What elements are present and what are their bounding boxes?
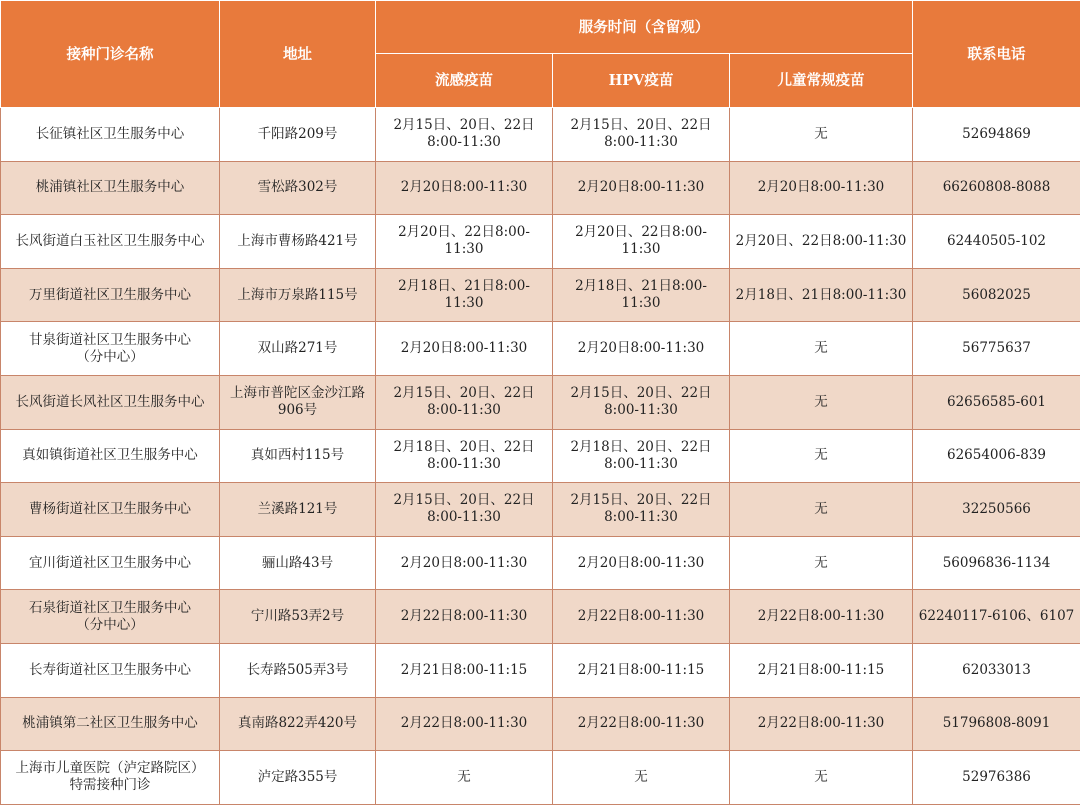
table-row xyxy=(1,268,1080,322)
flu-vaccine-time-cell xyxy=(376,161,553,215)
address-cell xyxy=(220,536,376,590)
hpv-vaccine-time-cell xyxy=(553,697,730,751)
child-vaccine-time-cell xyxy=(730,536,913,590)
header-clinic-name: 接种门诊名称 xyxy=(1,1,220,108)
child-vaccine-time-cell xyxy=(730,215,913,269)
header-flu-vaccine: 流感疫苗 xyxy=(376,54,553,108)
flu-vaccine-time-cell xyxy=(376,643,553,697)
flu-vaccine-time-cell xyxy=(376,322,553,376)
clinic-name-cell xyxy=(1,590,220,644)
header-service-time: 服务时间（含留观） xyxy=(376,1,913,54)
child-vaccine-time-cell xyxy=(730,429,913,483)
hpv-vaccine-time-cell-text: 2月15日、20日、22日 8:00-11:30 xyxy=(570,492,712,526)
address-cell-text: 骊山路43号 xyxy=(261,554,334,571)
clinic-name-cell xyxy=(1,215,220,269)
child-vaccine-time-cell xyxy=(730,108,913,162)
flu-vaccine-time-cell-text: 2月21日8:00-11:15 xyxy=(400,661,528,678)
address-cell xyxy=(220,483,376,537)
flu-vaccine-time-cell-text: 2月20日8:00-11:30 xyxy=(400,340,528,357)
clinic-name-cell-text: 长征镇社区卫生服务中心 xyxy=(35,125,185,142)
address-cell-text: 上海市普陀区金沙江路 906号 xyxy=(230,385,365,419)
flu-vaccine-time-cell-text: 2月18日、20日、22日 8:00-11:30 xyxy=(393,438,535,472)
address-cell xyxy=(220,322,376,376)
address-cell xyxy=(220,375,376,429)
child-vaccine-time-cell xyxy=(730,697,913,751)
address-cell xyxy=(220,429,376,483)
child-vaccine-time-cell-text: 2月22日8:00-11:30 xyxy=(757,715,885,732)
address-cell xyxy=(220,161,376,215)
phone-cell-text: 62656585-601 xyxy=(946,393,1047,410)
table-row xyxy=(1,536,1080,590)
phone-cell-text: 62440505-102 xyxy=(946,232,1047,249)
address-cell xyxy=(220,590,376,644)
address-cell xyxy=(220,268,376,322)
hpv-vaccine-time-cell-text: 2月21日8:00-11:15 xyxy=(577,661,705,678)
phone-cell xyxy=(913,215,1080,269)
phone-cell xyxy=(913,161,1080,215)
address-cell xyxy=(220,697,376,751)
flu-vaccine-time-cell-text: 2月15日、20日、22日 8:00-11:30 xyxy=(393,117,535,151)
clinic-name-cell xyxy=(1,161,220,215)
phone-cell xyxy=(913,751,1080,805)
clinic-name-cell xyxy=(1,268,220,322)
table-row xyxy=(1,643,1080,697)
table-row xyxy=(1,697,1080,751)
flu-vaccine-time-cell xyxy=(376,751,553,805)
clinic-name-cell-text: 长风街道白玉社区卫生服务中心 xyxy=(15,232,205,249)
table-row xyxy=(1,429,1080,483)
phone-cell-text: 56096836-1134 xyxy=(942,554,1051,571)
address-cell-text: 长寿路505弄3号 xyxy=(246,661,349,678)
clinic-name-cell-text: 石泉街道社区卫生服务中心 （分中心） xyxy=(29,599,191,633)
hpv-vaccine-time-cell-text: 2月15日、20日、22日 8:00-11:30 xyxy=(570,385,712,419)
table-row xyxy=(1,590,1080,644)
flu-vaccine-time-cell-text: 2月20日8:00-11:30 xyxy=(400,179,528,196)
flu-vaccine-time-cell-text: 2月15日、20日、22日 8:00-11:30 xyxy=(393,492,535,526)
hpv-vaccine-time-cell xyxy=(553,161,730,215)
phone-cell xyxy=(913,643,1080,697)
address-cell xyxy=(220,108,376,162)
address-cell xyxy=(220,751,376,805)
table-row xyxy=(1,161,1080,215)
flu-vaccine-time-cell xyxy=(376,375,553,429)
clinic-name-cell xyxy=(1,751,220,805)
clinic-name-cell xyxy=(1,429,220,483)
hpv-vaccine-time-cell xyxy=(553,590,730,644)
child-vaccine-time-cell-text: 无 xyxy=(814,447,828,464)
clinic-name-cell-text: 宜川街道社区卫生服务中心 xyxy=(29,554,191,571)
clinic-name-cell-text: 长风街道长风社区卫生服务中心 xyxy=(15,393,205,410)
hpv-vaccine-time-cell xyxy=(553,322,730,376)
address-cell-text: 真如西村115号 xyxy=(250,447,345,464)
clinic-name-cell xyxy=(1,375,220,429)
flu-vaccine-time-cell-text: 2月15日、20日、22日 8:00-11:30 xyxy=(393,385,535,419)
hpv-vaccine-time-cell xyxy=(553,643,730,697)
child-vaccine-time-cell-text: 2月18日、21日8:00-11:30 xyxy=(735,286,907,303)
address-cell-text: 真南路822弄420号 xyxy=(237,715,358,732)
hpv-vaccine-time-cell xyxy=(553,751,730,805)
child-vaccine-time-cell-text: 2月20日、22日8:00-11:30 xyxy=(735,232,907,249)
hpv-vaccine-time-cell-text: 无 xyxy=(634,768,648,785)
phone-cell xyxy=(913,268,1080,322)
child-vaccine-time-cell-text: 无 xyxy=(814,340,828,357)
hpv-vaccine-time-cell-text: 2月20日8:00-11:30 xyxy=(577,340,705,357)
flu-vaccine-time-cell xyxy=(376,429,553,483)
table-row xyxy=(1,322,1080,376)
phone-cell-text: 56082025 xyxy=(962,286,1031,303)
table-row xyxy=(1,751,1080,805)
child-vaccine-time-cell-text: 无 xyxy=(814,554,828,571)
clinic-name-cell-text: 桃浦镇第二社区卫生服务中心 xyxy=(22,715,198,732)
address-cell-text: 上海市曹杨路421号 xyxy=(237,232,358,249)
phone-cell xyxy=(913,483,1080,537)
flu-vaccine-time-cell xyxy=(376,108,553,162)
clinic-name-cell xyxy=(1,643,220,697)
flu-vaccine-time-cell xyxy=(376,483,553,537)
child-vaccine-time-cell xyxy=(730,375,913,429)
clinic-name-cell-text: 桃浦镇社区卫生服务中心 xyxy=(35,179,185,196)
phone-cell-text: 52694869 xyxy=(962,125,1031,142)
child-vaccine-time-cell xyxy=(730,751,913,805)
header-hpv-vaccine: HPV疫苗 xyxy=(553,54,730,108)
child-vaccine-time-cell xyxy=(730,483,913,537)
table-body xyxy=(1,108,1080,805)
table-row xyxy=(1,483,1080,537)
address-cell-text: 上海市万泉路115号 xyxy=(237,286,358,303)
child-vaccine-time-cell xyxy=(730,268,913,322)
phone-cell xyxy=(913,322,1080,376)
header-child-vaccine: 儿童常规疫苗 xyxy=(730,54,913,108)
clinic-name-cell xyxy=(1,536,220,590)
hpv-vaccine-time-cell xyxy=(553,108,730,162)
child-vaccine-time-cell xyxy=(730,590,913,644)
clinic-name-cell-text: 曹杨街道社区卫生服务中心 xyxy=(29,500,191,517)
clinic-name-cell-text: 万里街道社区卫生服务中心 xyxy=(29,286,191,303)
flu-vaccine-time-cell-text: 2月20日、22日8:00- 11:30 xyxy=(398,224,530,258)
phone-cell xyxy=(913,697,1080,751)
phone-cell xyxy=(913,108,1080,162)
child-vaccine-time-cell-text: 无 xyxy=(814,125,828,142)
flu-vaccine-time-cell-text: 2月22日8:00-11:30 xyxy=(400,715,528,732)
child-vaccine-time-cell-text: 2月22日8:00-11:30 xyxy=(757,608,885,625)
address-cell xyxy=(220,215,376,269)
hpv-vaccine-time-cell-text: 2月15日、20日、22日 8:00-11:30 xyxy=(570,117,712,151)
phone-cell-text: 62240117-6106、6107 xyxy=(918,608,1075,625)
clinic-name-cell xyxy=(1,108,220,162)
hpv-vaccine-time-cell-text: 2月18日、21日8:00- 11:30 xyxy=(575,278,707,312)
phone-cell-text: 51796808-8091 xyxy=(942,715,1051,732)
flu-vaccine-time-cell xyxy=(376,697,553,751)
address-cell-text: 兰溪路121号 xyxy=(257,500,338,517)
table-row xyxy=(1,375,1080,429)
child-vaccine-time-cell-text: 2月20日8:00-11:30 xyxy=(757,179,885,196)
flu-vaccine-time-cell-text: 2月18日、21日8:00- 11:30 xyxy=(398,278,530,312)
hpv-vaccine-time-cell xyxy=(553,429,730,483)
clinic-name-cell-text: 真如镇街道社区卫生服务中心 xyxy=(22,447,198,464)
child-vaccine-time-cell-text: 2月21日8:00-11:15 xyxy=(757,661,885,678)
hpv-vaccine-time-cell xyxy=(553,215,730,269)
phone-cell xyxy=(913,375,1080,429)
flu-vaccine-time-cell xyxy=(376,536,553,590)
hpv-vaccine-time-cell xyxy=(553,536,730,590)
child-vaccine-time-cell-text: 无 xyxy=(814,500,828,517)
child-vaccine-time-cell-text: 无 xyxy=(814,393,828,410)
flu-vaccine-time-cell-text: 无 xyxy=(457,768,471,785)
address-cell-text: 宁川路53弄2号 xyxy=(250,608,345,625)
phone-cell-text: 56775637 xyxy=(962,340,1031,357)
phone-cell xyxy=(913,536,1080,590)
flu-vaccine-time-cell xyxy=(376,215,553,269)
address-cell-text: 双山路271号 xyxy=(257,340,338,357)
child-vaccine-time-cell xyxy=(730,322,913,376)
flu-vaccine-time-cell xyxy=(376,268,553,322)
phone-cell xyxy=(913,429,1080,483)
header-address: 地址 xyxy=(220,1,376,108)
phone-cell-text: 62654006-839 xyxy=(946,447,1047,464)
child-vaccine-time-cell xyxy=(730,161,913,215)
header-phone: 联系电话 xyxy=(913,1,1080,108)
flu-vaccine-time-cell xyxy=(376,590,553,644)
clinic-name-cell-text: 上海市儿童医院（泸定路院区） 特需接种门诊 xyxy=(15,760,205,794)
table-row xyxy=(1,108,1080,162)
phone-cell xyxy=(913,590,1080,644)
clinic-name-cell xyxy=(1,697,220,751)
hpv-vaccine-time-cell-text: 2月22日8:00-11:30 xyxy=(577,608,705,625)
address-cell-text: 千阳路209号 xyxy=(257,125,338,142)
phone-cell-text: 32250566 xyxy=(962,500,1031,517)
clinic-name-cell-text: 长寿街道社区卫生服务中心 xyxy=(29,661,191,678)
phone-cell-text: 52976386 xyxy=(962,768,1031,785)
clinic-name-cell xyxy=(1,483,220,537)
clinic-name-cell xyxy=(1,322,220,376)
flu-vaccine-time-cell-text: 2月20日8:00-11:30 xyxy=(400,554,528,571)
address-cell xyxy=(220,643,376,697)
hpv-vaccine-time-cell xyxy=(553,375,730,429)
hpv-vaccine-time-cell-text: 2月18日、20日、22日 8:00-11:30 xyxy=(570,438,712,472)
hpv-vaccine-time-cell-text: 2月20日、22日8:00- 11:30 xyxy=(575,224,707,258)
child-vaccine-time-cell-text: 无 xyxy=(814,768,828,785)
flu-vaccine-time-cell-text: 2月22日8:00-11:30 xyxy=(400,608,528,625)
clinic-name-cell-text: 甘泉街道社区卫生服务中心 （分中心） xyxy=(29,331,191,365)
hpv-vaccine-time-cell-text: 2月20日8:00-11:30 xyxy=(577,554,705,571)
phone-cell-text: 66260808-8088 xyxy=(942,179,1051,196)
hpv-vaccine-time-cell-text: 2月20日8:00-11:30 xyxy=(577,179,705,196)
address-cell-text: 雪松路302号 xyxy=(257,179,338,196)
hpv-vaccine-time-cell xyxy=(553,268,730,322)
phone-cell-text: 62033013 xyxy=(962,661,1031,678)
table-row xyxy=(1,215,1080,269)
child-vaccine-time-cell xyxy=(730,643,913,697)
address-cell-text: 泸定路355号 xyxy=(257,768,338,785)
table-header xyxy=(1,1,1080,108)
hpv-vaccine-time-cell-text: 2月22日8:00-11:30 xyxy=(577,715,705,732)
hpv-vaccine-time-cell xyxy=(553,483,730,537)
